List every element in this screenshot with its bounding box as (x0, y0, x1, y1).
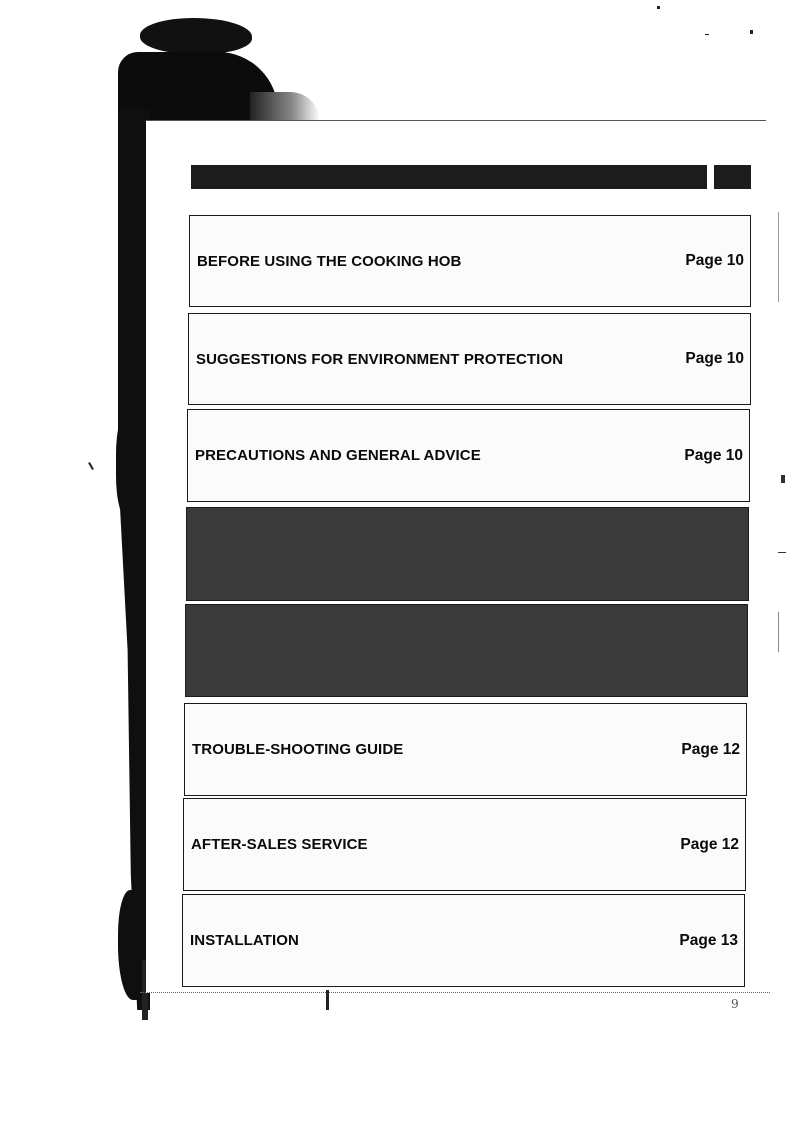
section-header-tab (714, 165, 751, 189)
sheet-bottom-edge (140, 992, 770, 993)
toc-item-before-using (189, 215, 751, 307)
toc-page: Page 10 (685, 252, 744, 269)
scan-edge-mark (778, 212, 779, 302)
scan-mark (326, 990, 329, 1010)
scan-speck (657, 6, 660, 9)
toc-title: SUGGESTIONS FOR ENVIRONMENT PROTECTION (196, 350, 564, 368)
toc-page: Page 12 (680, 835, 739, 853)
toc-item-environment (188, 313, 751, 405)
page-number: 9 (731, 997, 739, 1011)
toc-page: Page 10 (684, 446, 743, 464)
toc-item-precautions (187, 409, 750, 502)
binding-spine-clip (116, 410, 146, 520)
toc-page: Page 12 (681, 740, 740, 758)
binding-shadow-tail (250, 92, 320, 122)
toc-title: BEFORE USING THE COOKING HOB (197, 252, 462, 270)
section-header-bar (191, 165, 707, 189)
toc-page: Page 13 (679, 931, 738, 949)
toc-item-redacted (185, 604, 748, 697)
toc-title: AFTER-SALES SERVICE (191, 836, 368, 853)
toc-page: Page 10 (685, 350, 744, 367)
scan-edge-mark (781, 475, 785, 483)
toc-title: INSTALLATION (190, 932, 299, 949)
scan-speck (88, 462, 94, 470)
toc-item-troubleshooting (184, 703, 747, 796)
scan-edge-mark (778, 612, 779, 652)
scan-edge-mark (778, 552, 786, 553)
toc-title: PRECAUTIONS AND GENERAL ADVICE (195, 447, 481, 464)
toc-item-installation (182, 894, 745, 987)
scan-speck (750, 30, 753, 34)
scan-speck (705, 34, 709, 35)
toc-item-after-sales (183, 798, 746, 891)
toc-item-redacted (186, 507, 749, 601)
toc-title: TROUBLE-SHOOTING GUIDE (192, 741, 404, 758)
scan-blob (140, 18, 252, 54)
